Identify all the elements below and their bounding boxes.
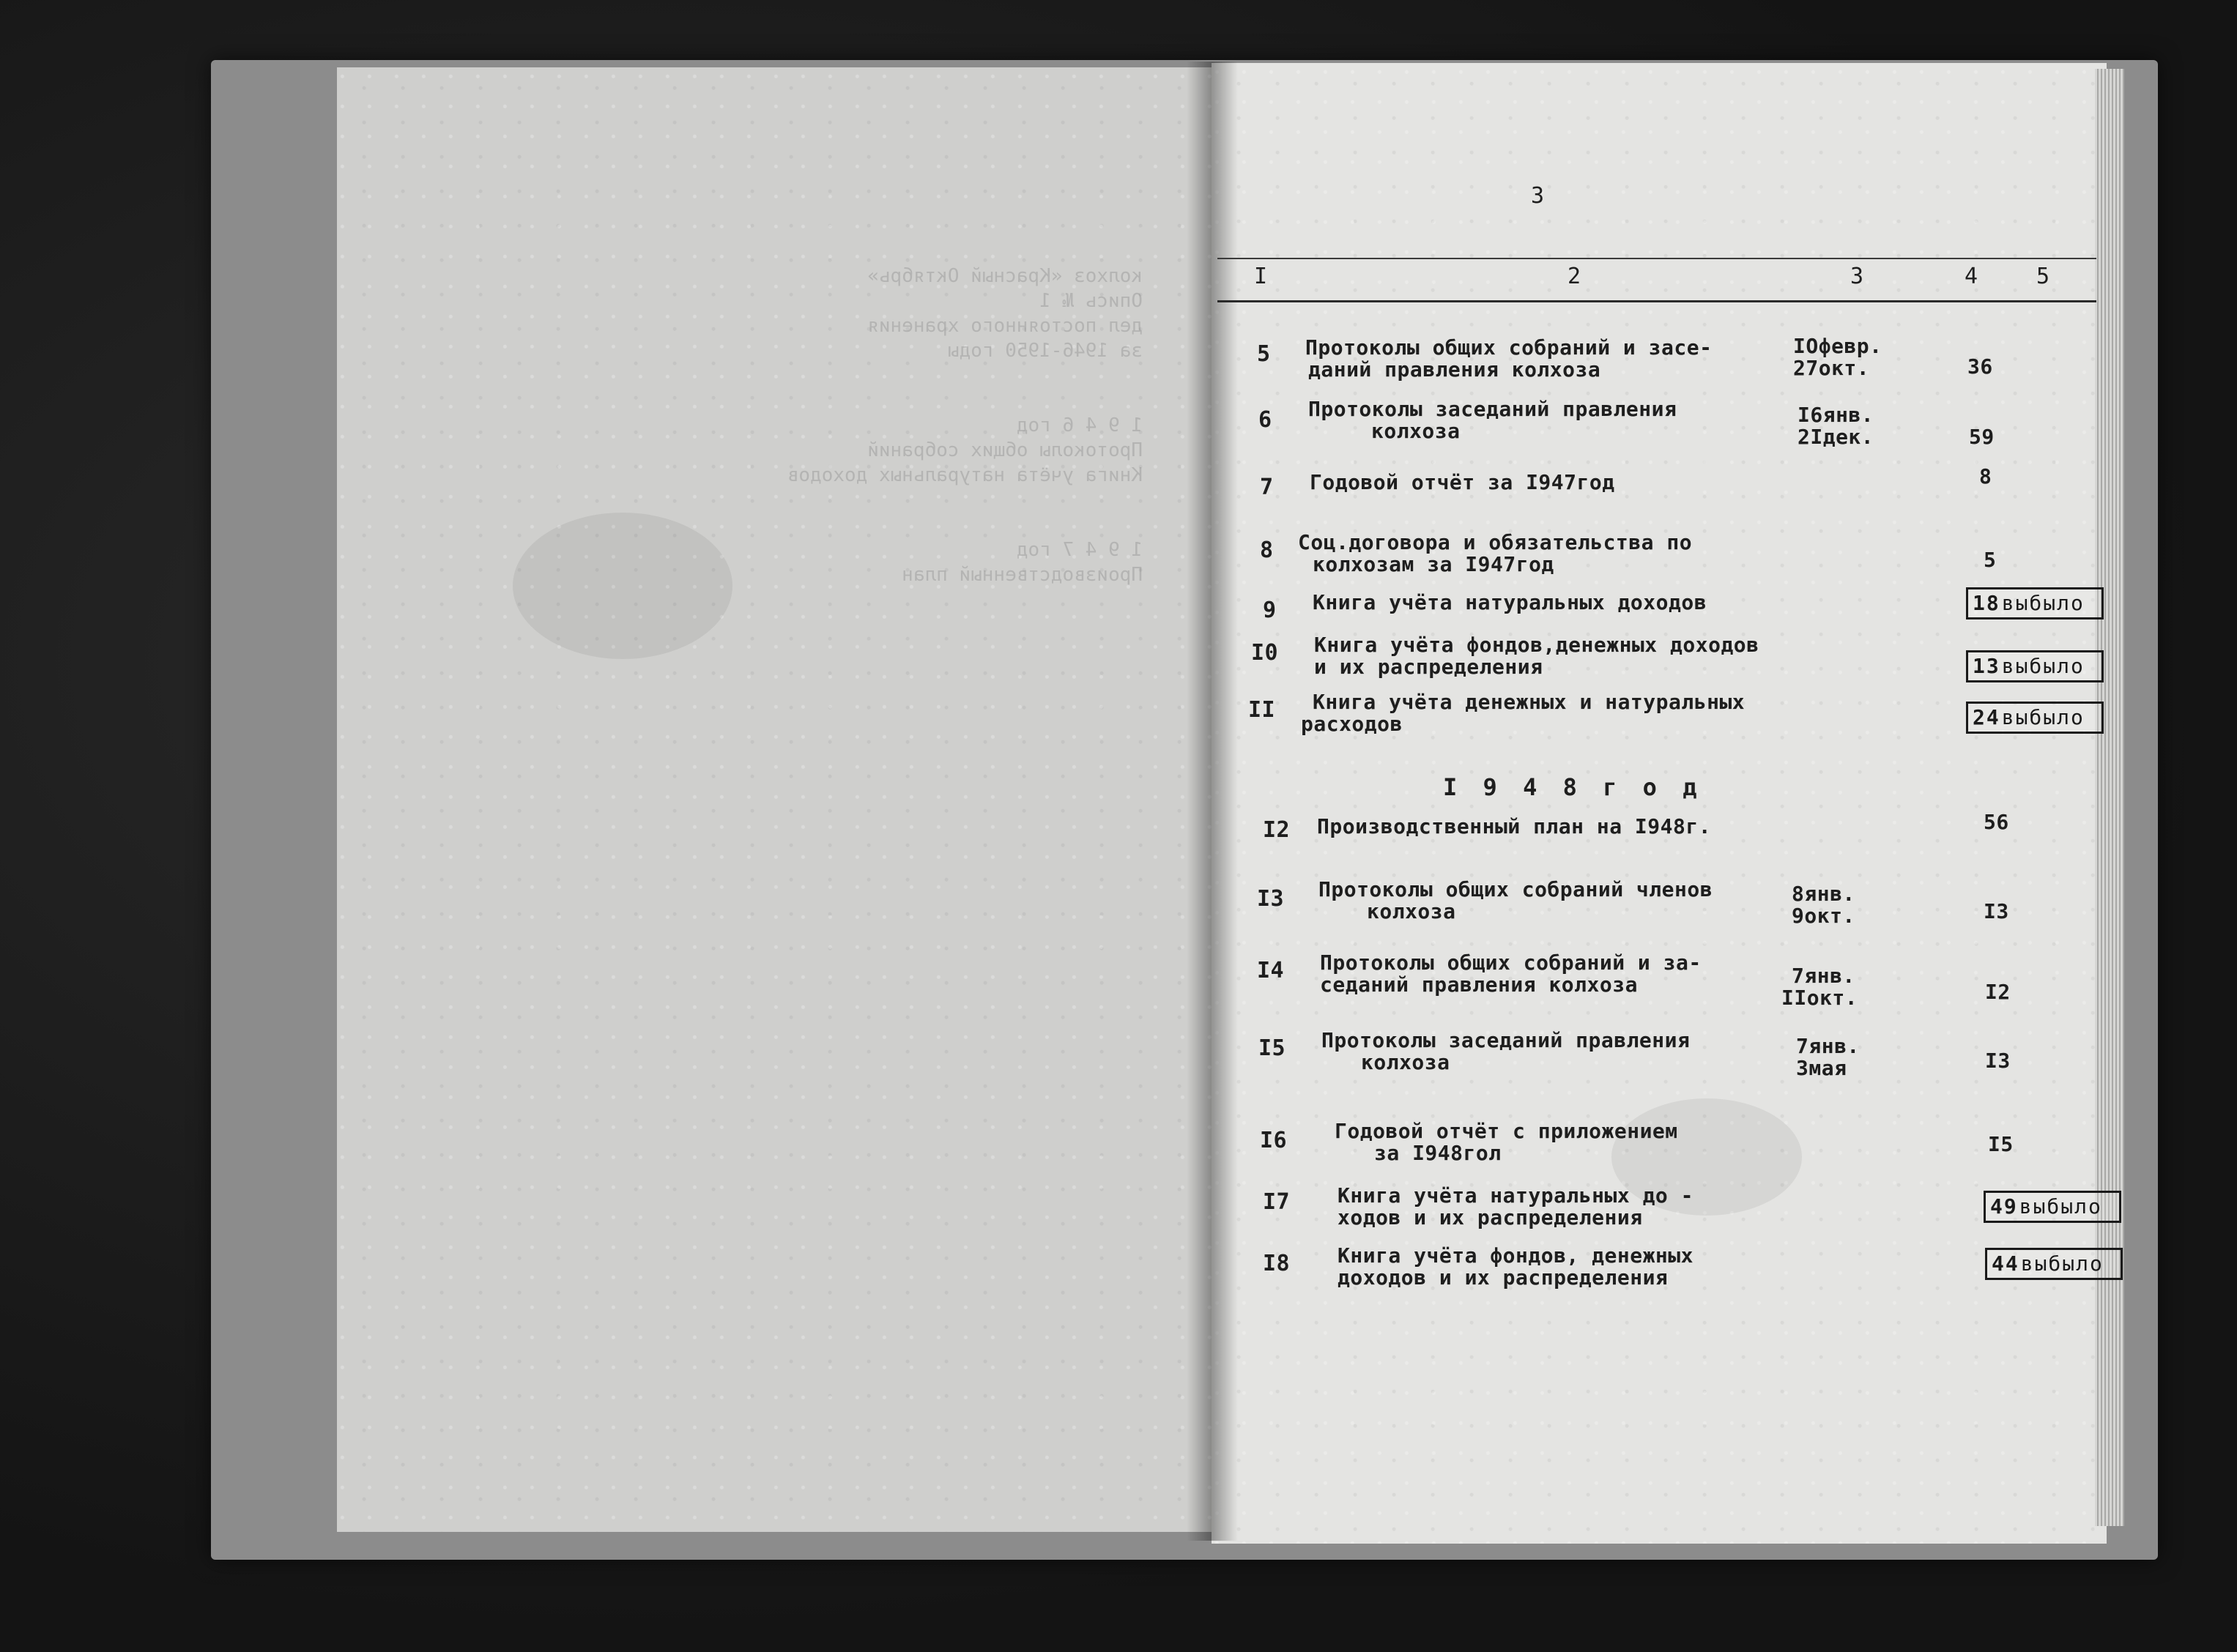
- row-description: [1308, 398, 1677, 442]
- stamp-count: 49: [1990, 1194, 2018, 1218]
- stamp-count: 24: [1973, 705, 2000, 729]
- header-bottom-rule: [1217, 300, 2096, 302]
- desc-line: седаний правления колхоза: [1320, 972, 1638, 997]
- row-number: I8: [1263, 1251, 1291, 1276]
- desc-line: Протоколы общих собраний членов: [1318, 877, 1713, 901]
- desc-line: за I948гол: [1374, 1141, 1502, 1165]
- date-start: IOфевр.: [1793, 334, 1882, 358]
- row-description: [1338, 1185, 1693, 1229]
- stamp-count: 18: [1973, 591, 2000, 615]
- row-number: I7: [1263, 1189, 1291, 1215]
- row-number: I5: [1258, 1035, 1286, 1061]
- row-sheets: I3: [1984, 899, 2009, 923]
- desc-line: Протоколы заседаний правления: [1321, 1028, 1691, 1052]
- row-description: [1314, 634, 1759, 678]
- row-description: [1305, 337, 1712, 381]
- row-number: I3: [1257, 886, 1285, 912]
- desc-line: Протоколы общих собраний и засе-: [1305, 335, 1713, 360]
- stamp-count: 13: [1973, 654, 2000, 678]
- row-sheets: I5: [1988, 1132, 2014, 1156]
- row-sheets: I3: [1985, 1049, 2011, 1073]
- withdrawn-stamp: [1966, 702, 2104, 734]
- row-sheets: 59: [1969, 425, 1995, 449]
- desc-line: Протоколы заседаний правления: [1308, 397, 1677, 421]
- date-end: 3мая: [1796, 1056, 1847, 1080]
- row-number: 9: [1263, 598, 1277, 623]
- desc-line: колхоза: [1371, 419, 1461, 443]
- desc-line: колхоза: [1361, 1050, 1450, 1074]
- desc-line: доходов и их распределения: [1338, 1265, 1669, 1290]
- row-number: 5: [1257, 341, 1271, 367]
- desc-line: Книга учёта фондов,денежных доходов: [1314, 633, 1759, 657]
- desc-line: Производственный план на I948г.: [1317, 814, 1712, 838]
- paper-stain: [513, 513, 732, 659]
- desc-line: Годовой отчёт за I947год: [1310, 470, 1615, 494]
- ghost-line: Опись № 1: [1039, 290, 1143, 312]
- ghost-line: Протоколы общих собраний: [867, 439, 1143, 461]
- row-dates: [1798, 404, 1874, 448]
- desc-line: расходов: [1301, 712, 1403, 736]
- withdrawn-stamp: [1966, 650, 2104, 682]
- row-number: 7: [1260, 475, 1274, 500]
- row-sheets: 56: [1984, 810, 2009, 834]
- desc-line: Книга учёта денежных и натуральных: [1313, 690, 1746, 714]
- date-start: 7янв.: [1796, 1034, 1860, 1058]
- page-edges: [2095, 69, 2124, 1526]
- row-number: I6: [1260, 1128, 1288, 1153]
- stamp-label: выбыло: [2020, 1251, 2104, 1276]
- date-start: I6янв.: [1798, 403, 1874, 427]
- page-number: 3: [1531, 183, 1545, 209]
- row-sheets: 8: [1979, 464, 1992, 488]
- column-header-4: 4: [1965, 264, 1978, 289]
- ghost-line: за 1946-1950 годы: [947, 340, 1143, 362]
- row-number: 6: [1258, 407, 1272, 433]
- desc-line: и их распределения: [1314, 655, 1543, 679]
- ghost-line: Производственный план: [902, 564, 1143, 586]
- row-number: I4: [1257, 958, 1285, 983]
- row-number: I0: [1251, 640, 1279, 666]
- withdrawn-stamp: [1966, 587, 2104, 620]
- stamp-count: 44: [1992, 1251, 2019, 1276]
- row-description: [1301, 690, 1746, 736]
- row-number: I2: [1263, 817, 1291, 843]
- row-sheets: I2: [1985, 980, 2011, 1004]
- date-start: 7янв.: [1792, 964, 1855, 988]
- row-description: [1320, 952, 1702, 996]
- row-description: [1318, 879, 1713, 923]
- desc-line: ходов и их распределения: [1338, 1205, 1643, 1229]
- ghost-line: 1 9 4 7 год: [1016, 539, 1143, 561]
- stamp-label: выбыло: [2001, 654, 2085, 678]
- row-number: II: [1248, 697, 1276, 723]
- header-top-rule: [1217, 258, 2096, 259]
- row-description: [1321, 1030, 1690, 1074]
- stamp-label: выбыло: [2001, 591, 2085, 615]
- ghost-line: дел постоянного хранения: [867, 315, 1143, 337]
- row-description: [1338, 1245, 1693, 1289]
- stamp-label: выбыло: [2001, 705, 2085, 729]
- ghost-line: 1 9 4 6 год: [1016, 414, 1143, 436]
- column-header-2: 2: [1568, 264, 1581, 289]
- row-description: [1298, 532, 1692, 576]
- row-description: [1317, 816, 1711, 838]
- row-number: 8: [1260, 537, 1274, 563]
- column-header-3: 3: [1850, 264, 1864, 289]
- year-heading: I 9 4 8 г о д: [1443, 773, 1703, 801]
- row-dates: [1793, 335, 1882, 379]
- date-end: 9окт.: [1792, 904, 1855, 928]
- desc-line: Книга учёта натуральных до -: [1338, 1183, 1694, 1208]
- withdrawn-stamp: [1985, 1248, 2123, 1280]
- bleed-through-text: [410, 264, 1143, 587]
- column-header-5: 5: [2036, 264, 2050, 289]
- stamp-label: выбыло: [2019, 1194, 2102, 1218]
- row-description: [1310, 472, 1615, 494]
- ghost-line: колхоз «Красный Октябрь»: [867, 265, 1143, 287]
- desc-line: Протоколы общих собраний и за-: [1320, 950, 1702, 975]
- row-description: [1313, 592, 1707, 614]
- date-start: 8янв.: [1792, 882, 1855, 906]
- desc-line: Книга учёта фондов, денежных: [1338, 1243, 1694, 1268]
- row-sheets: 5: [1984, 548, 1997, 572]
- desc-line: колхоза: [1367, 899, 1456, 923]
- row-dates: [1781, 965, 1858, 1009]
- row-description: [1335, 1120, 1678, 1164]
- desc-line: Соц.договора и обязательства по: [1298, 530, 1693, 554]
- desc-line: Годовой отчёт с приложением: [1335, 1119, 1678, 1143]
- column-header-1: I: [1254, 264, 1268, 289]
- date-end: 2Iдек.: [1798, 425, 1874, 449]
- withdrawn-stamp: [1984, 1191, 2121, 1223]
- desc-line: даний правления колхоза: [1308, 357, 1601, 382]
- desc-line: колхозам за I947год: [1313, 552, 1554, 576]
- row-dates: [1796, 1035, 1860, 1079]
- row-dates: [1792, 883, 1855, 927]
- desc-line: Книга учёта натуральных доходов: [1313, 590, 1707, 614]
- row-sheets: 36: [1967, 354, 1993, 379]
- ghost-line: Книга учёта натуральных доходов: [787, 464, 1143, 486]
- date-end: 27окт.: [1793, 356, 1870, 380]
- date-end: IIокт.: [1781, 986, 1858, 1010]
- book-gutter: [1187, 62, 1238, 1541]
